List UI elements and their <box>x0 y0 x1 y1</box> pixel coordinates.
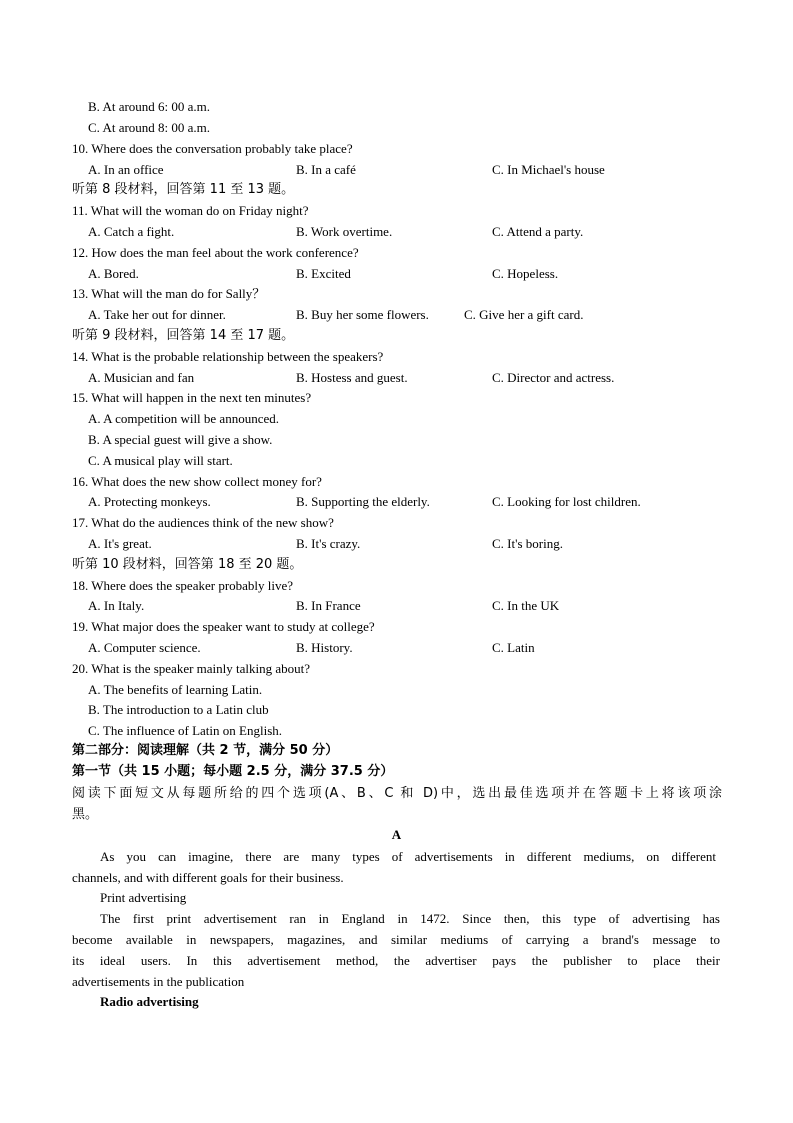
q11-option-a: A. Catch a fight. <box>88 224 175 239</box>
q12-option-a: A. Bored. <box>88 266 139 281</box>
q18-option-c: C. In the UK <box>492 598 560 613</box>
q11-option-c: C. Attend a party. <box>492 224 584 239</box>
reading-section-title: 第一节（共 15 小题；每小题 2.5 分，满分 37.5 分） <box>72 764 394 779</box>
q20-option-a: A. The benefits of learning Latin. <box>88 682 263 697</box>
q20-option-b: B. The introduction to a Latin club <box>88 702 269 717</box>
reading-instruction-line-2: 黑。 <box>72 807 99 822</box>
q17-option-a: A. It's great. <box>88 536 152 551</box>
q16-stem: 16. What does the new show collect money for? <box>72 474 322 489</box>
passage-intro-line-2: channels, and with different goals for their business. <box>72 870 344 885</box>
q13-option-a: A. Take her out for dinner. <box>88 307 226 322</box>
q18-stem: 18. Where does the speaker probably live? <box>72 578 294 593</box>
q18-option-b: B. In France <box>296 598 361 613</box>
q13-option-c: C. Give her a gift card. <box>464 307 584 322</box>
passage-intro-line-1: As you can imagine, there are many types of advertisements in different mediums, on different <box>100 849 716 864</box>
q10-stem: 10. Where does the conversation probably take place? <box>72 141 353 156</box>
q12-option-b: B. Excited <box>296 266 351 281</box>
subhead-radio-advertising: Radio advertising <box>100 994 199 1009</box>
print-paragraph-line-4: advertisements in the publication <box>72 974 245 989</box>
q15-option-a: A. A competition will be announced. <box>88 411 279 426</box>
print-paragraph-line-1: The first print advertisement ran in England in 1472. Since then, this type of advertising has <box>100 911 720 926</box>
q14-option-a: A. Musician and fan <box>88 370 195 385</box>
q18-option-a: A. In Italy. <box>88 598 145 613</box>
q12-option-c: C. Hopeless. <box>492 266 559 281</box>
q10-option-b: B. In a café <box>296 162 356 177</box>
q15-option-b: B. A special guest will give a show. <box>88 432 273 447</box>
q14-stem: 14. What is the probable relationship between the speakers? <box>72 349 384 364</box>
q11-option-b: B. Work overtime. <box>296 224 393 239</box>
q15-stem: 15. What will happen in the next ten minutes? <box>72 390 312 405</box>
reading-instruction-line-1: 阅读下面短文从每题所给的四个选项(A、B、C 和 D)中，选出最佳选项并在答题卡上将该项涂 <box>72 786 722 801</box>
q19-option-b: B. History. <box>296 640 353 655</box>
q20-option-c: C. The influence of Latin on English. <box>88 723 282 738</box>
q10-option-c: C. In Michael's house <box>492 162 605 177</box>
print-paragraph-line-3: its ideal users. In this advertisement method, the advertiser pays the publisher to place their <box>72 953 720 968</box>
q19-stem: 19. What major does the speaker want to study at college? <box>72 619 375 634</box>
q19-option-a: A. Computer science. <box>88 640 201 655</box>
q17-option-c: C. It's boring. <box>492 536 563 551</box>
q16-option-a: A. Protecting monkeys. <box>88 494 211 509</box>
q9-option-c: C. At around 8: 00 a.m. <box>88 120 211 135</box>
section-10-instruction: 听第 10 段材料，回答第 18 至 20 题。 <box>72 557 303 572</box>
q19-option-c: C. Latin <box>492 640 535 655</box>
q20-stem: 20. What is the speaker mainly talking about? <box>72 661 311 676</box>
q17-option-b: B. It's crazy. <box>296 536 361 551</box>
q15-option-c: C. A musical play will start. <box>88 453 233 468</box>
q10-option-a: A. In an office <box>88 162 164 177</box>
reading-part-title: 第二部分：阅读理解（共 2 节，满分 50 分） <box>72 743 339 758</box>
section-8-instruction: 听第 8 段材料，回答第 11 至 13 题。 <box>72 182 295 197</box>
q13-stem: 13. What will the man do for Sally？ <box>72 286 266 301</box>
q14-option-b: B. Hostess and guest. <box>296 370 408 385</box>
q9-option-b: B. At around 6: 00 a.m. <box>88 99 211 114</box>
q11-stem: 11. What will the woman do on Friday night? <box>72 203 309 218</box>
passage-label: A <box>391 827 402 842</box>
subhead-print-advertising: Print advertising <box>100 890 187 905</box>
q13-option-b: B. Buy her some flowers. <box>296 307 429 322</box>
q16-option-b: B. Supporting the elderly. <box>296 494 430 509</box>
print-paragraph-line-2: become available in newspapers, magazines, and similar mediums of carrying a brand's message to <box>72 932 720 947</box>
q17-stem: 17. What do the audiences think of the new show? <box>72 515 334 530</box>
q16-option-c: C. Looking for lost children. <box>492 494 641 509</box>
section-9-instruction: 听第 9 段材料，回答第 14 至 17 题。 <box>72 328 295 343</box>
q14-option-c: C. Director and actress. <box>492 370 615 385</box>
q12-stem: 12. How does the man feel about the work conference? <box>72 245 359 260</box>
